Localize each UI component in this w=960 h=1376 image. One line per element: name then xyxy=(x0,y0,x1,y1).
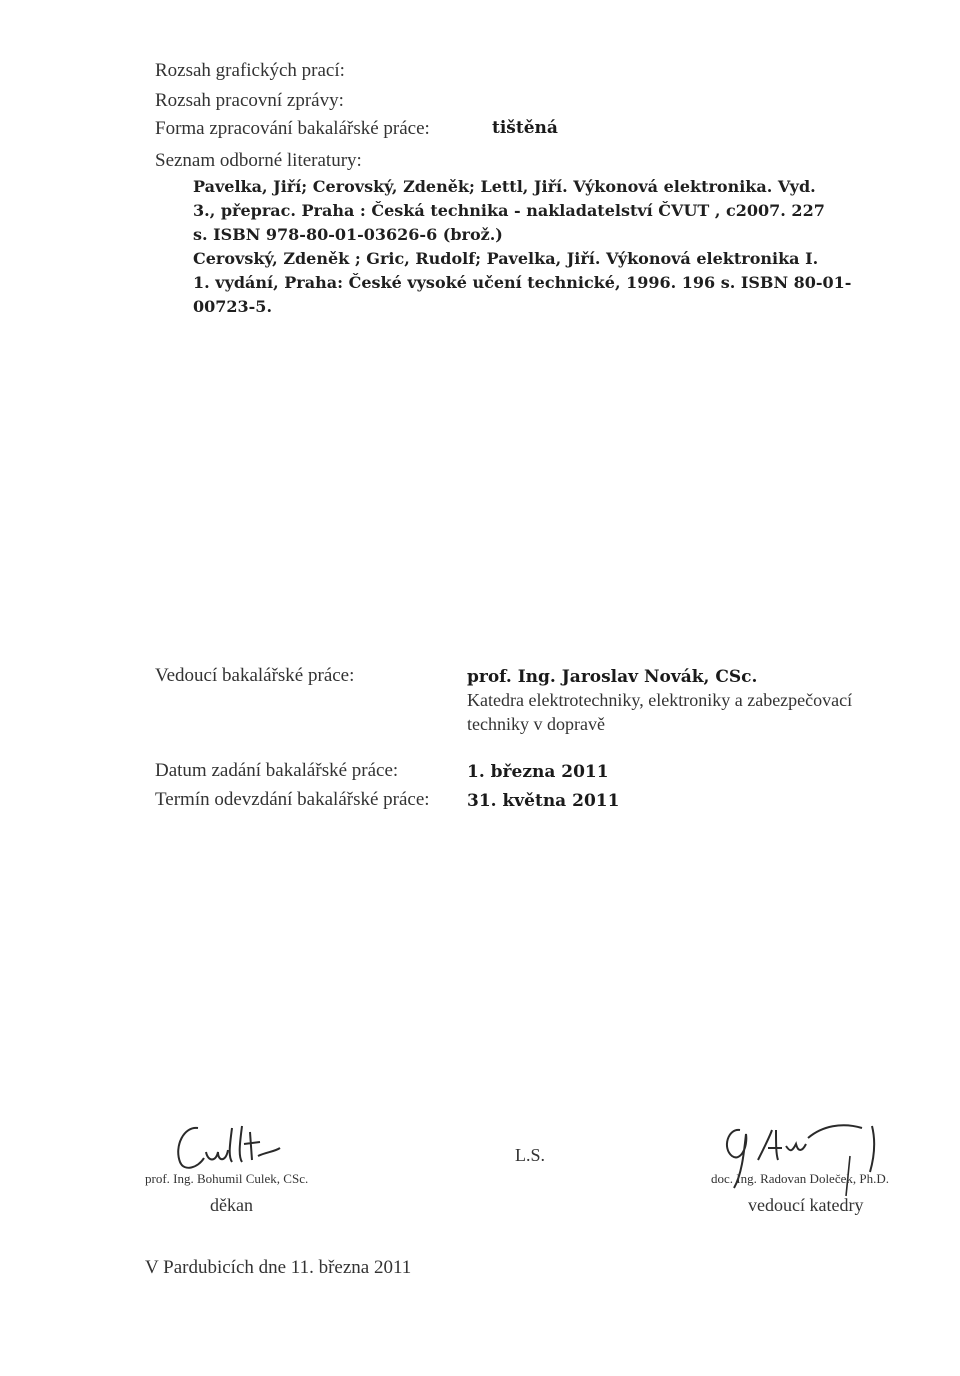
head-of-department-name: doc. Ing. Radovan Doleček, Ph.D. xyxy=(711,1171,889,1186)
form-value: tištěná xyxy=(492,118,558,138)
form-label: Forma zpracování bakalářské práce: xyxy=(155,118,430,139)
literature-line: 00723-5. xyxy=(193,297,273,316)
dean-name: prof. Ing. Bohumil Culek, CSc. xyxy=(145,1171,309,1186)
literature-list xyxy=(193,175,851,319)
supervisor-name: prof. Ing. Jaroslav Novák, CSc. xyxy=(467,667,758,687)
dean-role: děkan xyxy=(210,1195,253,1215)
graphics-scope-label: Rozsah grafických prací: xyxy=(155,60,345,81)
assigned-date-value: 1. března 2011 xyxy=(467,762,609,782)
assigned-date-label: Datum zadání bakalářské práce: xyxy=(155,760,399,781)
deadline-value: 31. května 2011 xyxy=(467,791,620,811)
literature-line: Pavelka, Jiří; Cerovský, Zdeněk; Lettl, Jiří. Výkonová elektronika. Vyd. xyxy=(193,177,816,196)
supervisor-department-line1: Katedra elektrotechniky, elektroniky a zabezpečovací xyxy=(467,690,853,710)
seal-mark: L.S. xyxy=(515,1145,546,1165)
deadline-label: Termín odevzdání bakalářské práce: xyxy=(155,789,430,810)
report-scope-label: Rozsah pracovní zprávy: xyxy=(155,90,344,111)
supervisor-department-line2: techniky v dopravě xyxy=(467,714,605,734)
literature-label: Seznam odborné literatury: xyxy=(155,150,362,171)
literature-line: 1. vydání, Praha: České vysoké učení technické, 1996. 196 s. ISBN 80-01- xyxy=(193,273,852,292)
literature-line: Cerovský, Zdeněk ; Gric, Rudolf; Pavelka, Jiří. Výkonová elektronika I. xyxy=(193,249,819,268)
literature-line: s. ISBN 978-80-01-03626-6 (brož.) xyxy=(193,225,503,244)
literature-line: 3., přeprac. Praha : Česká technika - nakladatelství ČVUT , c2007. 227 xyxy=(193,201,825,220)
dean-signature xyxy=(170,1118,290,1178)
head-of-department-role: vedoucí katedry xyxy=(748,1195,864,1215)
supervisor-label: Vedoucí bakalářské práce: xyxy=(155,665,355,686)
place-date: V Pardubicích dne 11. března 2011 xyxy=(145,1257,412,1278)
